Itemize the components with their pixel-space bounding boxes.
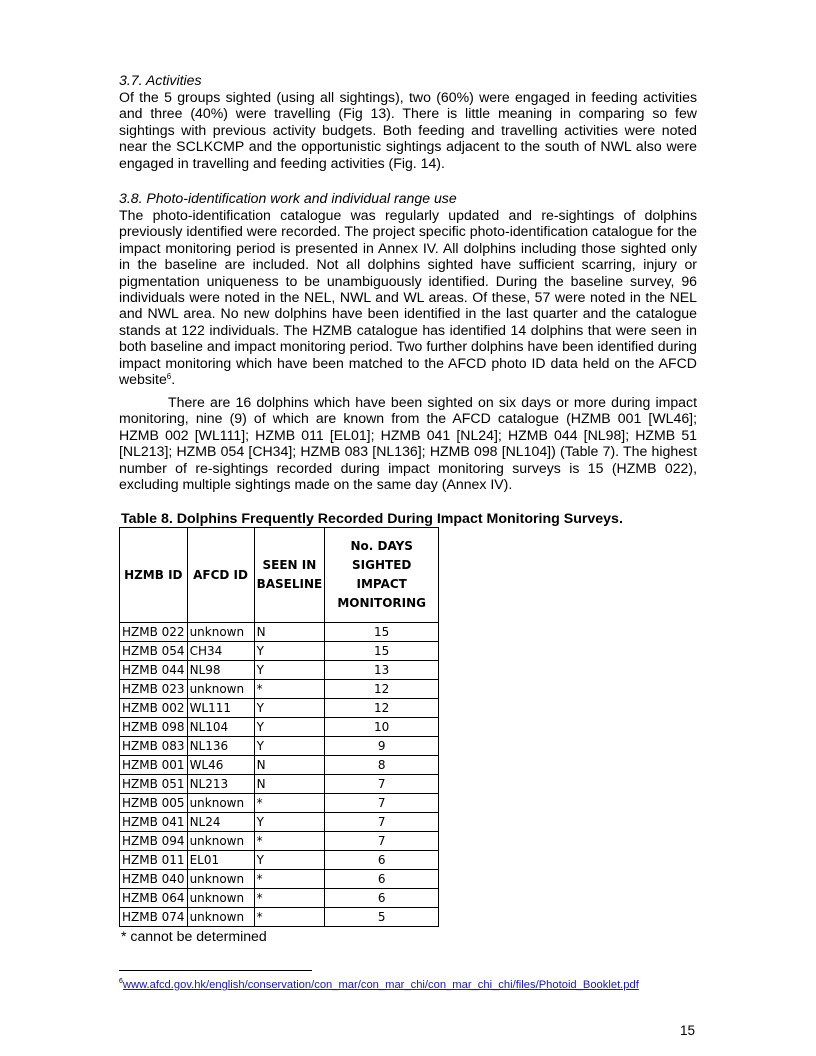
dolphins-table (119, 527, 439, 927)
table-row (120, 870, 439, 889)
cell-seen-in-baseline: Y (254, 642, 325, 661)
cell-days-sighted: 12 (325, 699, 439, 718)
cell-afcd-id: unknown (187, 623, 254, 642)
cell-seen-in-baseline: * (254, 870, 325, 889)
cell-hzmb-id: HZMB 064 (120, 889, 188, 908)
cell-days-sighted: 10 (325, 718, 439, 737)
footnote-reference: 6 (166, 372, 172, 382)
cell-hzmb-id: HZMB 022 (120, 623, 188, 642)
table-row (120, 756, 439, 775)
cell-seen-in-baseline: * (254, 832, 325, 851)
cell-seen-in-baseline: N (254, 756, 325, 775)
cell-afcd-id: unknown (187, 908, 254, 927)
cell-seen-in-baseline: Y (254, 813, 325, 832)
header-afcd-id: AFCD ID (187, 528, 254, 623)
cell-hzmb-id: HZMB 040 (120, 870, 188, 889)
cell-afcd-id: EL01 (187, 851, 254, 870)
cell-days-sighted: 6 (325, 870, 439, 889)
cell-days-sighted: 5 (325, 908, 439, 927)
cell-days-sighted: 9 (325, 737, 439, 756)
cell-afcd-id: WL111 (187, 699, 254, 718)
cell-afcd-id: NL213 (187, 775, 254, 794)
cell-afcd-id: WL46 (187, 756, 254, 775)
cell-days-sighted: 15 (325, 642, 439, 661)
table-row (120, 813, 439, 832)
cell-hzmb-id: HZMB 054 (120, 642, 188, 661)
table-row (120, 623, 439, 642)
cell-days-sighted: 12 (325, 680, 439, 699)
footnote-divider (119, 970, 312, 971)
cell-afcd-id: unknown (187, 832, 254, 851)
cell-days-sighted: 8 (325, 756, 439, 775)
cell-afcd-id: unknown (187, 870, 254, 889)
cell-seen-in-baseline: Y (254, 699, 325, 718)
cell-days-sighted: 6 (325, 889, 439, 908)
cell-days-sighted: 13 (325, 661, 439, 680)
cell-hzmb-id: HZMB 005 (120, 794, 188, 813)
table-row (120, 851, 439, 870)
cell-days-sighted: 15 (325, 623, 439, 642)
cell-seen-in-baseline: * (254, 680, 325, 699)
footnote-number: 6 (119, 978, 123, 985)
cell-afcd-id: unknown (187, 794, 254, 813)
cell-hzmb-id: HZMB 094 (120, 832, 188, 851)
section-3-8-paragraph-2: There are 16 dolphins which have been sighted on six days or more during impact monitoring, nine (9) of which are known from the AFCD catalogue (HZMB 001 [WL46]; HZMB 002 [WL111]; HZMB 011 [EL01]; HZMB 041 [NL24]; HZMB 044 [NL98]; HZMB 51 [NL213]; HZMB 054 [CH34]; HZMB 083 [NL136]; HZMB 098 [NL104]) (Table 7). The highest number of re-sightings recorded during impact monitoring surveys is 15 (HZMB 022), excluding multiple sightings made on the same day (Annex IV). (119, 394, 697, 493)
footnote (119, 979, 639, 991)
table-note: * cannot be determined (121, 928, 267, 944)
section-3-8-paragraph-1 (119, 207, 697, 387)
table-body (120, 623, 439, 927)
table-row (120, 699, 439, 718)
table-row (120, 889, 439, 908)
cell-hzmb-id: HZMB 051 (120, 775, 188, 794)
cell-hzmb-id: HZMB 041 (120, 813, 188, 832)
cell-seen-in-baseline: N (254, 623, 325, 642)
page-number: 15 (680, 1023, 696, 1038)
table-row (120, 661, 439, 680)
cell-days-sighted: 6 (325, 851, 439, 870)
cell-afcd-id: NL98 (187, 661, 254, 680)
section-3-7-heading: 3.7. Activities (119, 72, 202, 88)
cell-hzmb-id: HZMB 023 (120, 680, 188, 699)
table-row (120, 794, 439, 813)
table-header-row (120, 528, 439, 623)
cell-hzmb-id: HZMB 002 (120, 699, 188, 718)
footnote-link[interactable]: www.afcd.gov.hk/english/conservation/con_mar/con_mar_chi/con_mar_chi_chi/files/Photoid_Booklet.pdf (122, 979, 639, 991)
table-row (120, 680, 439, 699)
cell-hzmb-id: HZMB 001 (120, 756, 188, 775)
section-3-8-heading: 3.8. Photo-identification work and individual range use (119, 190, 457, 206)
cell-seen-in-baseline: Y (254, 718, 325, 737)
cell-seen-in-baseline: * (254, 889, 325, 908)
table-row (120, 737, 439, 756)
table-row (120, 642, 439, 661)
cell-seen-in-baseline: * (254, 794, 325, 813)
cell-seen-in-baseline: Y (254, 851, 325, 870)
table-caption: Table 8. Dolphins Frequently Recorded During Impact Monitoring Surveys. (121, 511, 623, 527)
cell-seen-in-baseline: Y (254, 737, 325, 756)
cell-hzmb-id: HZMB 098 (120, 718, 188, 737)
cell-afcd-id: CH34 (187, 642, 254, 661)
paragraph-1-end: . (171, 371, 176, 388)
cell-hzmb-id: HZMB 044 (120, 661, 188, 680)
section-3-7-paragraph: Of the 5 groups sighted (using all sightings), two (60%) were engaged in feeding activities and three (40%) were travelling (Fig 13). There is little meaning in comparing so few sightings with previous activity budgets. Both feeding and travelling activities were noted near the SCLKCMP and the opportunistic sightings adjacent to the south of NWL also were engaged in travelling and feeding activities (Fig. 14). (119, 89, 697, 171)
cell-seen-in-baseline: Y (254, 661, 325, 680)
cell-days-sighted: 7 (325, 832, 439, 851)
cell-hzmb-id: HZMB 083 (120, 737, 188, 756)
cell-afcd-id: NL24 (187, 813, 254, 832)
cell-hzmb-id: HZMB 074 (120, 908, 188, 927)
cell-days-sighted: 7 (325, 775, 439, 794)
cell-seen-in-baseline: * (254, 908, 325, 927)
header-seen-in-baseline: SEEN IN BASELINE (254, 528, 325, 623)
cell-afcd-id: unknown (187, 680, 254, 699)
cell-afcd-id: unknown (187, 889, 254, 908)
cell-hzmb-id: HZMB 011 (120, 851, 188, 870)
cell-afcd-id: NL104 (187, 718, 254, 737)
cell-days-sighted: 7 (325, 794, 439, 813)
header-hzmb-id: HZMB ID (120, 528, 188, 623)
paragraph-1-text: The photo-identification catalogue was regularly updated and re-sightings of dolphins previously identified were recorded. The project specific photo-identification catalogue for the impact monitoring period is presented in Annex IV. All dolphins including those sighted only in the baseline are included. Not all dolphins sighted have sufficient scarring, injury or pigmentation uniqueness to be unambiguously identified. During the baseline survey, 96 individuals were noted in the NEL, NWL and WL areas. Of these, 57 were noted in the NEL and NWL area. No new dolphins have been identified in the last quarter and the catalogue stands at 122 individuals. The HZMB catalogue has identified 14 dolphins that were seen in both baseline and impact monitoring period. Two further dolphins have been identified during impact monitoring which have been matched to the AFCD photo ID data held on the AFCD website (119, 207, 697, 388)
table-row (120, 908, 439, 927)
header-days-sighted: No. DAYS SIGHTED IMPACT MONITORING (325, 528, 439, 623)
cell-seen-in-baseline: N (254, 775, 325, 794)
cell-afcd-id: NL136 (187, 737, 254, 756)
table-row (120, 718, 439, 737)
cell-days-sighted: 7 (325, 813, 439, 832)
table-row (120, 832, 439, 851)
table-row (120, 775, 439, 794)
